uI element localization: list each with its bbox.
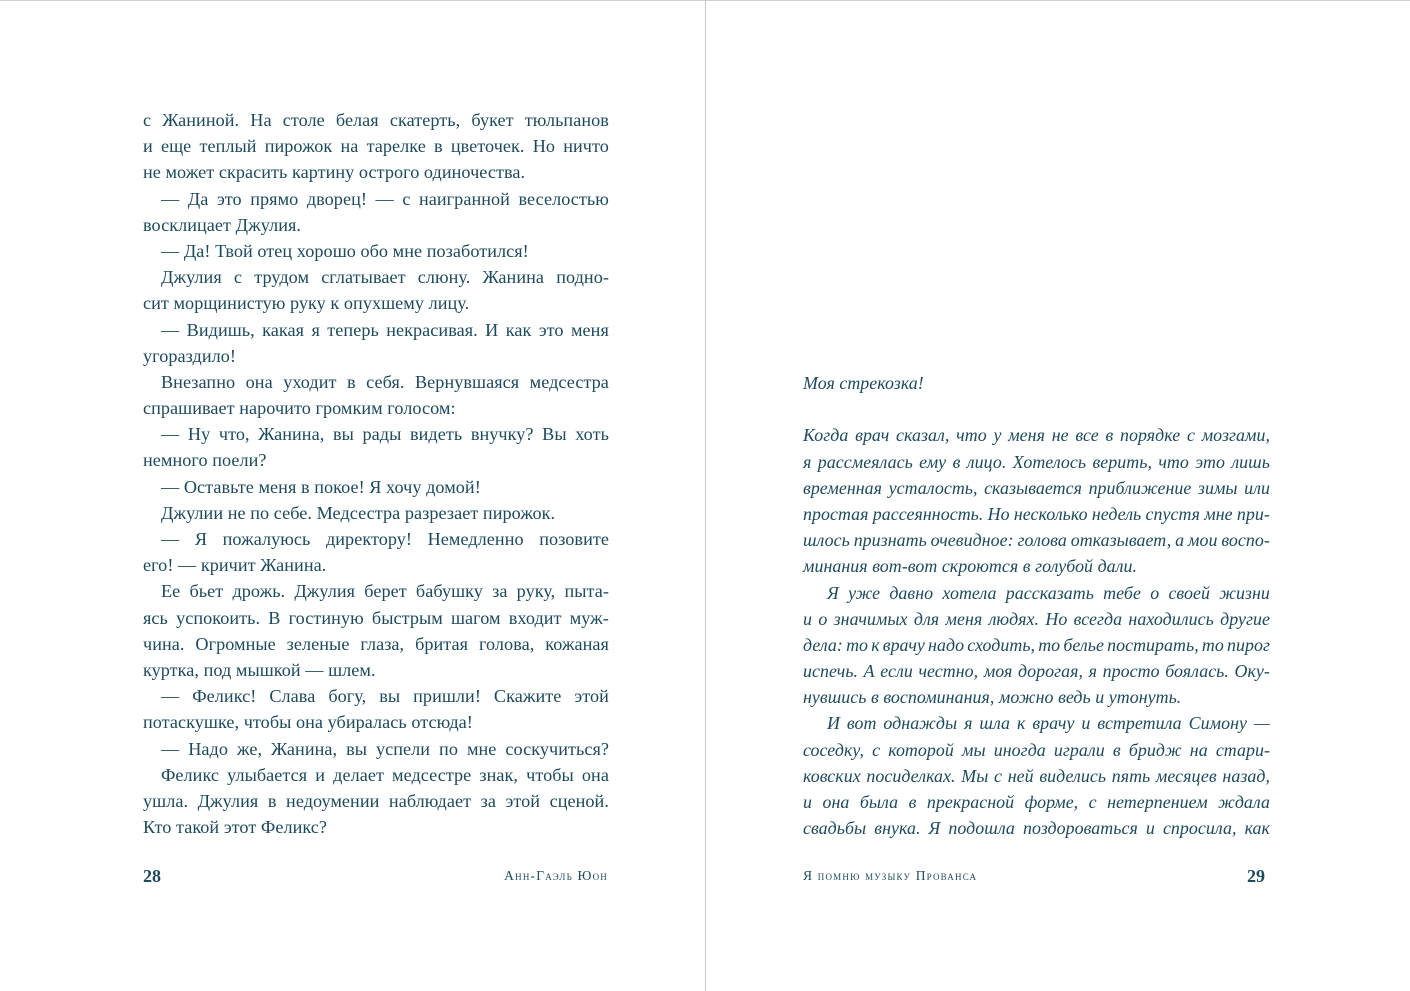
text-line: нувшись в воспоминания, можно ведь и утонуть. <box>803 687 1182 708</box>
text-line: временная усталость, сказывается приближение зимы или <box>803 477 1270 498</box>
text-line: — Да это прямо дворец! — с наигранной веселостью <box>161 188 609 209</box>
text-line: дела: то к врачу надо сходить, то белье постирать, то пирог <box>803 634 1270 655</box>
text-line: Внезапно она уходит в себя. Вернувшаяся медсестра <box>161 371 609 392</box>
text-line: ясь успокоить. В гостиную быстрым шагом входит муж- <box>143 607 609 628</box>
text-line: ковских посиделках. Мы с ней виделись пять месяцев назад, <box>803 765 1270 786</box>
right-page-letter-text <box>803 370 1270 841</box>
left-page-text <box>143 107 609 840</box>
text-line: — Видишь, какая я теперь некрасивая. И как это меня <box>161 319 609 340</box>
text-line: Когда врач сказал, что у меня не все в порядке с мозгами, <box>803 425 1270 446</box>
left-page-number: 28 <box>143 866 161 886</box>
text-line: шлось признать очевидное: голова отказывает, а мои воспо- <box>803 530 1270 551</box>
text-line: — Ну что, Жанина, вы рады видеть внучку? Вы хоть <box>161 424 609 445</box>
text-line <box>803 396 1270 422</box>
left-running-head: Анн-Гаэль Юон <box>504 868 608 883</box>
text-line: сит морщинистую руку к опухшему лицу. <box>143 293 470 314</box>
text-line: спрашивает нарочито громким голосом: <box>143 398 456 419</box>
text-line: Ее бьет дрожь. Джулия берет бабушку за руку, пыта- <box>161 581 609 602</box>
text-line: свадьбы внука. Я подошла поздороваться и спросила, как <box>803 818 1270 839</box>
text-line: — Надо же, Жанина, вы успели по мне соскучиться? <box>161 738 609 759</box>
text-line: испечь. А если честно, моя дорогая, я просто боялась. Оку- <box>803 661 1270 682</box>
text-line: не может скрасить картину острого одиночества. <box>143 162 526 183</box>
text-line: Феликс улыбается и делает медсестре знак, чтобы она <box>161 764 609 785</box>
text-line: ушла. Джулия в недоумении наблюдает за этой сценой. <box>143 790 609 811</box>
text-line: его! — кричит Жанина. <box>143 555 327 576</box>
text-line: минания вот-вот скроются в голубой дали. <box>803 556 1138 577</box>
text-line: чина. Огромные зеленые глаза, бритая голова, кожаная <box>143 633 609 654</box>
text-line: восклицает Джулия. <box>143 214 301 235</box>
text-line: — Да! Твой отец хорошо обо мне позаботился! <box>161 240 529 261</box>
text-line: и о значимых для меня людях. Но всегда находились другие <box>803 608 1270 629</box>
text-line: угораздило! <box>143 345 236 366</box>
text-line: — Я пожалуюсь директору! Немедленно позовите <box>161 529 609 549</box>
text-line: Я уже давно хотела рассказать тебе о своей жизни <box>827 582 1270 603</box>
text-line: потаскушке, чтобы она убиралась отсюда! <box>143 712 473 733</box>
text-line: Джулии не по себе. Медсестра разрезает пирожок. <box>161 502 556 523</box>
text-line: немного поели? <box>143 450 267 471</box>
text-line: соседку, с которой мы иногда играли в бридж на стари- <box>803 739 1270 760</box>
text-line: Кто такой этот Феликс? <box>143 817 328 838</box>
text-line: — Оставьте меня в покое! Я хочу домой! <box>161 476 481 497</box>
text-line: Джулия с трудом сглатывает слюну. Жанина подно- <box>161 267 609 288</box>
text-line: с Жаниной. На столе белая скатерть, букет тюльпанов <box>143 110 609 130</box>
text-line: Моя стрекозка! <box>803 373 924 393</box>
text-line: — Феликс! Слава богу, вы пришли! Скажите этой <box>161 686 609 707</box>
text-line: куртка, под мышкой — шлем. <box>143 659 376 680</box>
text-line: я рассмеялась ему в лицо. Хотелось верить, что это лишь <box>803 451 1270 472</box>
right-page-number: 29 <box>1247 866 1265 886</box>
text-line: простая рассеянность. Но несколько недель спустя мне при- <box>803 503 1270 524</box>
text-line: и еще теплый пирожок на тарелке в цветочек. Но ничто <box>143 136 609 157</box>
text-line: И вот однажды я шла к врачу и встретила Симону — <box>827 713 1270 734</box>
right-running-head: Я помню музыку Прованса <box>803 868 978 883</box>
text-line: и она была в прекрасной форме, с нетерпением ждала <box>803 792 1270 812</box>
right-page <box>706 0 1410 991</box>
